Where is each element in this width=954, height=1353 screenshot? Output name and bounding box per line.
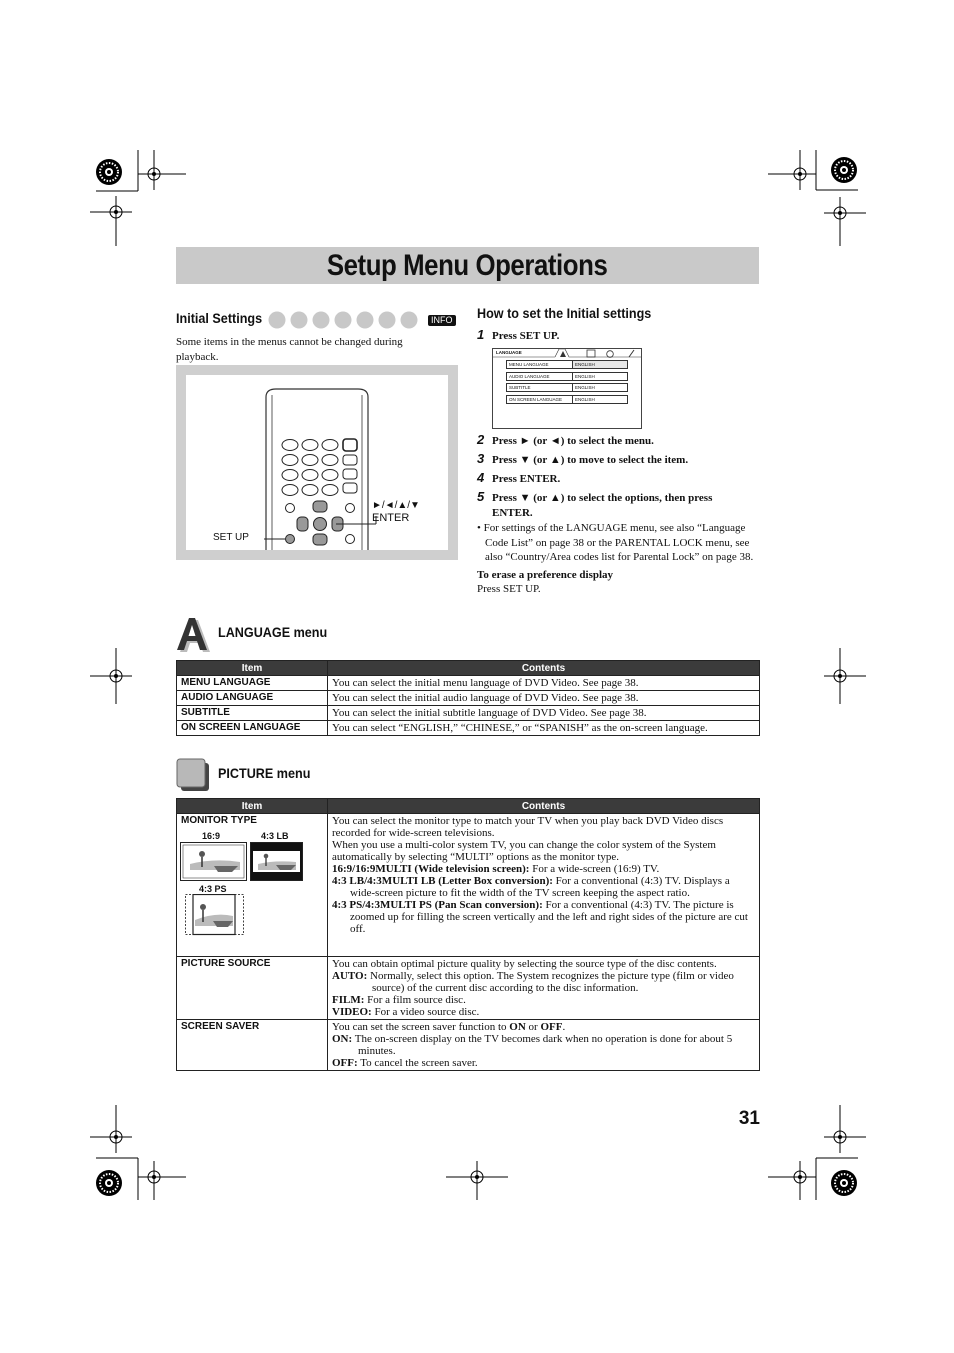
osd-row <box>506 383 628 392</box>
osd-value: ENGLISH <box>573 360 628 369</box>
source-option-video <box>332 1006 755 1018</box>
column-header-contents: Contents <box>328 799 760 814</box>
erase-text: Press SET UP. <box>477 583 541 595</box>
option-label: 16:9/16:9MULTI (Wide television screen): <box>332 863 530 875</box>
osd-tab-label: LANGUAGE <box>496 350 522 355</box>
table-row <box>177 957 760 1020</box>
picture-menu-heading-wrap <box>218 765 321 783</box>
option-text: For a wide-screen (16:9) TV. <box>529 863 660 875</box>
table-header-row <box>177 799 760 814</box>
table-cell-item: SCREEN SAVER <box>177 1020 328 1071</box>
language-menu-heading-wrap <box>218 624 339 642</box>
osd-value: ENGLISH <box>573 395 628 404</box>
osd-item: AUDIO LANGUAGE <box>506 372 573 381</box>
option-text: The on-screen display on the TV becomes dark when no operation is done for about 5 minutes. <box>352 1033 733 1057</box>
table-row <box>177 1020 760 1071</box>
how-to-section <box>477 305 759 344</box>
aspect-169-label: 16:9 <box>202 831 221 841</box>
initial-settings-note: Some items in the menus cannot be changed during playback. <box>176 336 403 363</box>
monitor-type-label: MONITOR TYPE <box>181 815 257 826</box>
osd-row <box>506 395 628 404</box>
column-header-item: Item <box>177 799 328 814</box>
remote-illustration-panel <box>176 365 458 560</box>
option-text: For a conventional (4:3) TV. The picture is zoomed up for filling the screen vertically and the left and right sides of the picture are cut off. <box>350 899 748 935</box>
monitor-169-image <box>180 842 250 882</box>
table-row <box>177 814 760 957</box>
osd-item: ON SCREEN LANGUAGE <box>506 395 573 404</box>
option-text: To cancel the screen saver. <box>357 1057 478 1069</box>
step-text: Press ► (or ◄) to select the menu. <box>492 435 654 447</box>
table-row <box>177 721 760 736</box>
text: . <box>562 1021 566 1033</box>
monitor-option-43ps <box>332 899 755 935</box>
osd-value: ENGLISH <box>573 372 628 381</box>
osd-language-screen <box>492 348 642 429</box>
table-cell-contents <box>328 814 760 957</box>
osd-row <box>506 360 628 369</box>
saver-desc <box>332 1021 755 1033</box>
language-note-bullet: • For settings of the LANGUAGE menu, see also “Language Code List” on page 38 or the PARENTAL LOCK menu, see also “Country/Area codes list for Parental Lock” on page 38. <box>477 522 754 563</box>
how-to-steps <box>477 432 759 597</box>
table-cell-item: ON SCREEN LANGUAGE <box>177 721 328 736</box>
option-label: FILM: <box>332 994 365 1006</box>
table-cell-contents: You can select the initial menu language of DVD Video. See page 38. <box>328 676 760 691</box>
initial-settings-heading-row <box>176 310 458 330</box>
arrow-buttons-label: ►/◄/▲/▼ <box>372 500 420 511</box>
setup-button-label: SET UP <box>213 532 249 543</box>
step-text: Press ▼ (or ▲) to select the options, then press ENTER. <box>492 492 713 519</box>
saver-option-off <box>332 1057 755 1069</box>
osd-value: ENGLISH <box>573 383 628 392</box>
page-title-bar <box>176 247 759 284</box>
source-option-auto <box>332 970 755 994</box>
picture-menu-heading: PICTURE menu <box>218 765 311 781</box>
table-cell-contents <box>328 1020 760 1071</box>
table-cell-item: MENU LANGUAGE <box>177 676 328 691</box>
table-header-row <box>177 661 760 676</box>
enter-button-label: ENTER <box>372 512 410 524</box>
aspect-43ps-label: 4:3 PS <box>199 884 227 894</box>
step-number: 1 <box>477 327 485 342</box>
step-number: 5 <box>477 489 485 504</box>
table-cell-contents: You can select the initial audio language of DVD Video. See page 38. <box>328 691 760 706</box>
table-row <box>177 706 760 721</box>
table-cell-item: SUBTITLE <box>177 706 328 721</box>
option-label: ON: <box>332 1033 353 1045</box>
option-label: 4:3 LB/4:3MULTI LB (Letter Box conversion): <box>332 875 553 887</box>
page-title: Setup Menu Operations <box>327 248 608 282</box>
option-text: For a video source disc. <box>371 1006 480 1018</box>
decorative-dots <box>268 311 428 329</box>
picture-menu-icon <box>176 758 210 792</box>
text: or <box>525 1021 541 1033</box>
option-label: AUTO: <box>332 970 368 982</box>
step-text: Press SET UP. <box>492 330 560 342</box>
step-text: Press ENTER. <box>492 473 561 485</box>
step-number: 2 <box>477 432 485 447</box>
column-header-item: Item <box>177 661 328 676</box>
osd-item: SUBTITLE <box>506 383 573 392</box>
option-label: 4:3 PS/4:3MULTI PS (Pan Scan conversion): <box>332 899 543 911</box>
osd-rows <box>506 360 628 404</box>
how-to-heading: How to set the Initial settings <box>477 305 652 321</box>
monitor-desc-2: When you use a multi-color system TV, you can change the color system of the System automatically by selecting “MULTI” options as the monitor type. <box>332 839 716 863</box>
osd-row <box>506 372 628 381</box>
step-1 <box>477 327 759 344</box>
remote-illustration <box>186 375 448 550</box>
option-text: For a conventional (4:3) TV. Displays a wide-screen picture to fit the width of the TV screen keeping the aspect ratio. <box>350 875 730 899</box>
language-menu-heading: LANGUAGE menu <box>218 624 328 640</box>
step-4 <box>477 470 759 487</box>
erase-heading: To erase a preference display <box>477 568 614 581</box>
table-cell-contents <box>328 957 760 1020</box>
source-desc: You can obtain optimal picture quality by selecting the source type of the disc contents. <box>332 958 717 970</box>
option-text: Normally, select this option. The System recognizes the picture type (film or video source) of the current disc according to the disc information. <box>367 970 734 994</box>
monitor-option-169 <box>332 863 755 875</box>
step-text: Press ▼ (or ▲) to move to select the item. <box>492 454 689 466</box>
osd-item: MENU LANGUAGE <box>506 360 573 369</box>
language-menu-icon <box>176 614 216 654</box>
table-cell-contents: You can select “ENGLISH,” “CHINESE,” or “SPANISH” as the on-screen language. <box>328 721 760 736</box>
aspect-43lb-label: 4:3 LB <box>261 831 289 841</box>
saver-option-on <box>332 1033 755 1057</box>
table-row <box>177 676 760 691</box>
text-on: ON <box>509 1021 526 1033</box>
source-option-film <box>332 994 755 1006</box>
monitor-desc-1: You can select the monitor type to match your TV when you play back DVD Video discs recorded for wide-screen televisions. <box>332 815 724 839</box>
language-menu-table <box>176 660 760 736</box>
text-off: OFF <box>540 1021 563 1033</box>
column-header-contents: Contents <box>328 661 760 676</box>
option-label: OFF: <box>332 1057 358 1069</box>
info-badge: INFO <box>428 315 456 326</box>
table-cell-item: AUDIO LANGUAGE <box>177 691 328 706</box>
step-2 <box>477 432 759 449</box>
option-text: For a film source disc. <box>364 994 466 1006</box>
monitor-43ps-image <box>185 894 245 940</box>
step-number: 4 <box>477 470 485 485</box>
step-3 <box>477 451 759 468</box>
table-cell-contents: You can select the initial subtitle language of DVD Video. See page 38. <box>328 706 760 721</box>
step-number: 3 <box>477 451 485 466</box>
page-number: 31 <box>738 1108 760 1129</box>
picture-menu-table <box>176 798 760 1071</box>
table-row <box>177 691 760 706</box>
monitor-43lb-image <box>250 842 306 882</box>
text: You can set the screen saver function to <box>332 1021 510 1033</box>
monitor-option-43lb <box>332 875 755 899</box>
initial-settings-heading: Initial Settings <box>176 310 263 326</box>
option-label: VIDEO: <box>332 1006 372 1018</box>
table-cell-item <box>177 814 328 957</box>
step-5 <box>477 489 759 521</box>
table-cell-item: PICTURE SOURCE <box>177 957 328 1020</box>
